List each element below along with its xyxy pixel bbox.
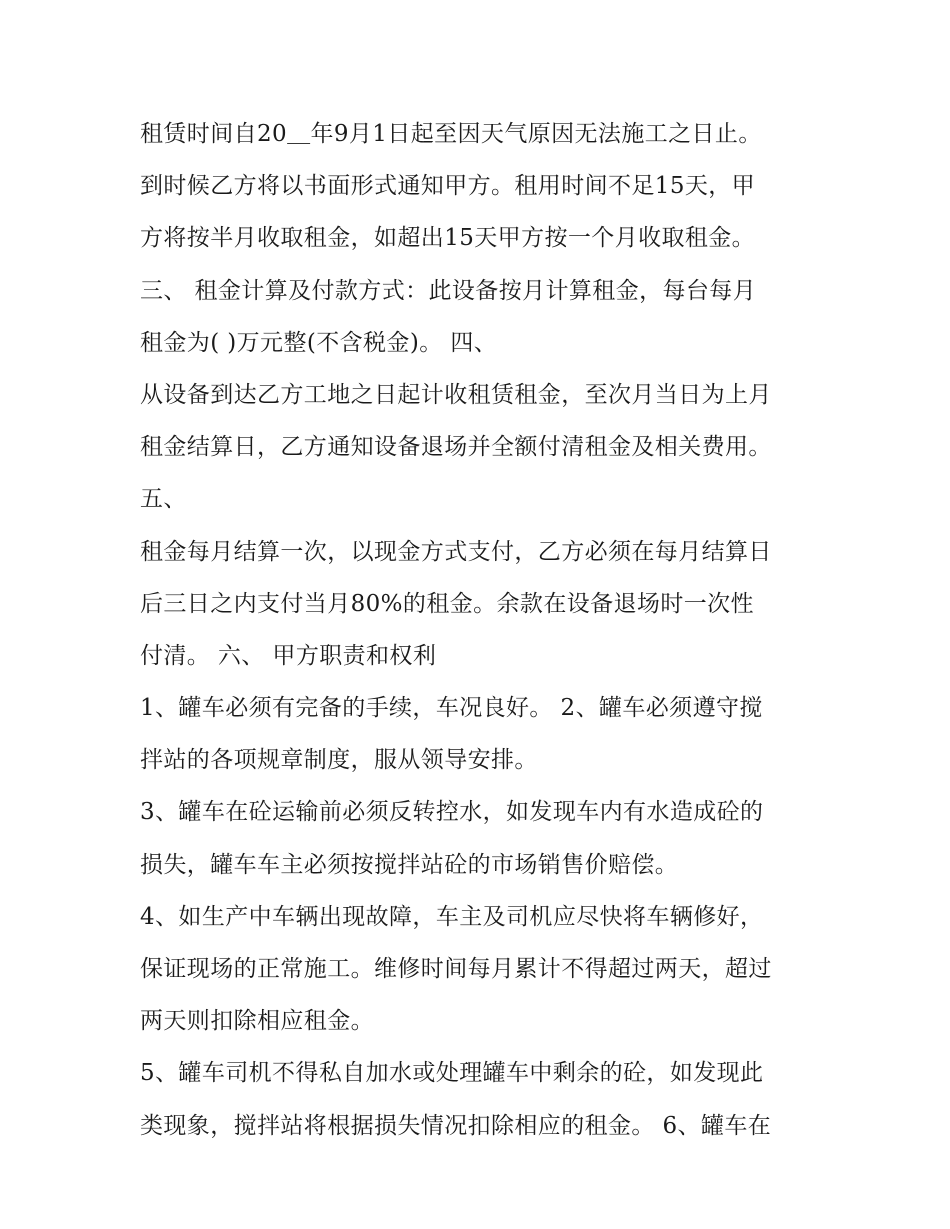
text-line: 租赁时间自20＿年9月1日起至因天气原因无法施工之日止。 — [140, 121, 762, 147]
text-line: 拌站的各项规章制度，服从领导安排。 — [140, 747, 538, 774]
text-line: 从设备到达乙方工地之日起计收租赁租金，至次月当日为上月 — [140, 381, 772, 408]
text-line: 付清。 六、 甲方职责和权利 — [140, 642, 437, 669]
text-line: 到时候乙方将以书面形式通知甲方。租用时间不足15天，甲 — [140, 173, 756, 200]
text-line: 5、罐车司机不得私自加水或处理罐车中剩余的砼，如发现此 — [140, 1060, 764, 1087]
text-line: 租金为( )万元整(不含税金)。 四、 — [140, 329, 498, 356]
text-line: 两天则扣除相应租金。 — [140, 1008, 374, 1035]
text-line: 损失，罐车车主必须按搅拌站砼的市场销售价赔偿。 — [140, 851, 679, 878]
text-line: 3、罐车在砼运输前必须反转控水，如发现车内有水造成砼的 — [140, 799, 764, 826]
text-line: 4、如生产中车辆出现故障，车主及司机应尽快将车辆修好， — [140, 903, 764, 930]
text-line: 租金结算日，乙方通知设备退场并全额付清租金及相关费用。 — [140, 434, 772, 461]
text-line: 保证现场的正常施工。维修时间每月累计不得超过两天，超过 — [140, 956, 772, 982]
text-line: 方将按半月收取租金，如超出15天甲方按一个月收取租金。 — [140, 225, 756, 252]
text-line: 三、 租金计算及付款方式：此设备按月计算租金，每台每月 — [140, 277, 757, 304]
text-line: 后三日之内支付当月80%的租金。余款在设备退场时一次性 — [140, 590, 754, 617]
text-line: 租金每月结算一次，以现金方式支付，乙方必须在每月结算日 — [140, 538, 772, 565]
document-body — [140, 108, 820, 1152]
text-line: 五、 — [140, 486, 187, 513]
text-line: 1、罐车必须有完备的手续，车况良好。 2、罐车必须遵守搅 — [140, 695, 763, 722]
text-line: 类现象，搅拌站将根据损失情况扣除相应的租金。 6、罐车在 — [140, 1112, 772, 1139]
